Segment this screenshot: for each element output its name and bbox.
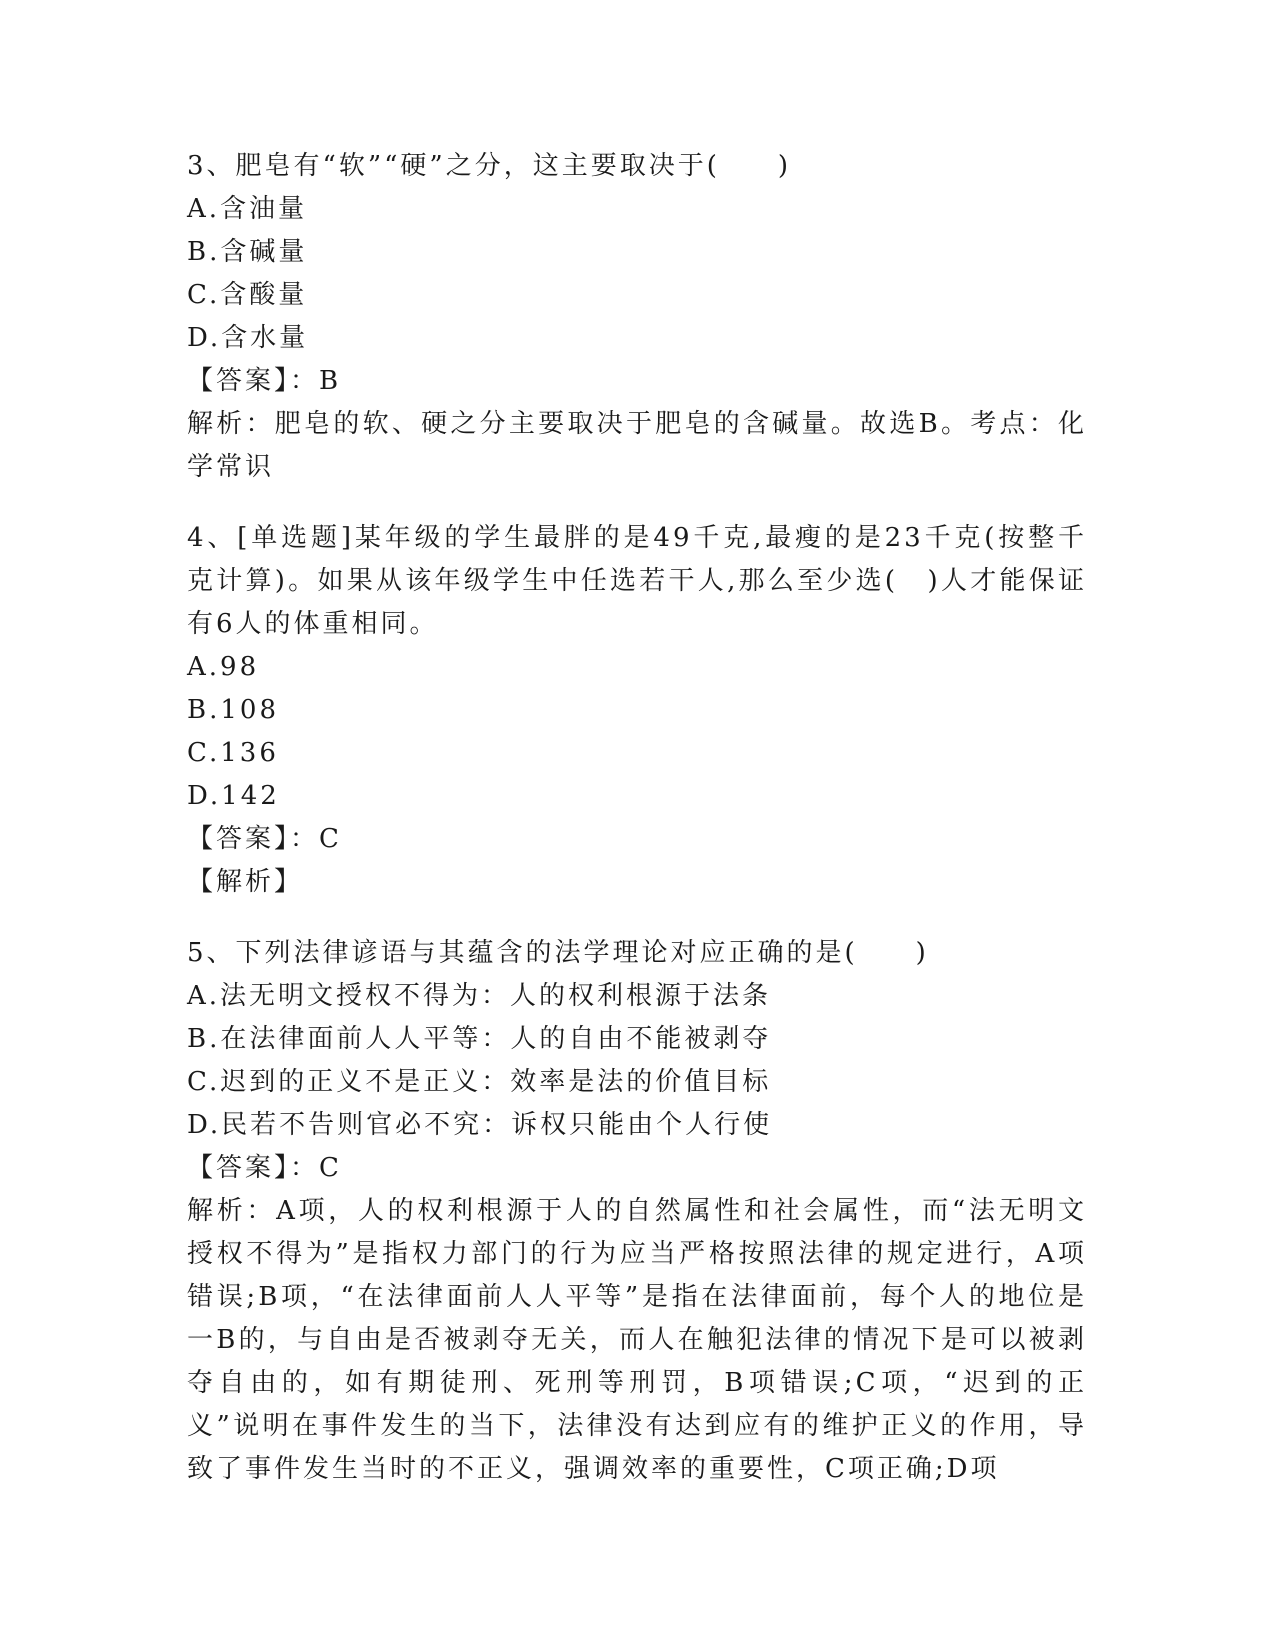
option-b: B.108: [187, 695, 279, 725]
question-stem: 3、肥皂有“软”“硬”之分，这主要取决于( ): [187, 151, 791, 181]
option-d: D.含水量: [187, 323, 309, 353]
analysis: 解析：肥皂的软、硬之分主要取决于肥皂的含碱量。故选B。考点：化学常识: [187, 409, 1087, 482]
option-b: B.在法律面前人人平等：人的自由不能被剥夺: [187, 1024, 772, 1054]
document-page: [187, 145, 1087, 1491]
spacer: [187, 904, 1087, 932]
answer: 【答案】：C: [187, 1153, 342, 1183]
option-a: A.法无明文授权不得为：人的权利根源于法条: [187, 981, 772, 1011]
analysis: 解析：A项，人的权利根源于人的自然属性和社会属性，而“法无明文授权不得为”是指权力部门的行为应当严格按照法律的规定进行，A项错误;B项，“在法律面前人人平等”是指在法律面前，每个人的地位是一B的，与自由是否被剥夺无关，而人在触犯法律的情况下是可以被剥夺自由的，如有期徒刑、死刑等刑罚，B项错误;C项，“迟到的正义”说明在事件发生的当下，法律没有达到应有的维护正义的作用，导致了事件发生当时的不正义，强调效率的重要性，C项正确;D项: [187, 1196, 1087, 1484]
option-a: A.98: [187, 652, 260, 682]
analysis: 【解析】: [187, 867, 304, 897]
option-c: C.含酸量: [187, 280, 308, 310]
question-block: [187, 932, 1087, 1491]
answer: 【答案】：B: [187, 366, 342, 396]
question-block: [187, 517, 1087, 904]
option-a: A.含油量: [187, 194, 308, 224]
answer: 【答案】：C: [187, 824, 342, 854]
option-d: D.142: [187, 781, 280, 811]
question-block: [187, 145, 1087, 489]
option-c: C.136: [187, 738, 279, 768]
question-stem: 5、下列法律谚语与其蕴含的法学理论对应正确的是( ): [187, 938, 929, 968]
option-b: B.含碱量: [187, 237, 308, 267]
question-stem: 4、[单选题]某年级的学生最胖的是49千克,最瘦的是23千克(按整千克计算)。如果从该年级学生中任选若干人,那么至少选( )人才能保证有6人的体重相同。: [187, 523, 1087, 639]
option-d: D.民若不告则官必不究：诉权只能由个人行使: [187, 1110, 773, 1140]
option-c: C.迟到的正义不是正义：效率是法的价值目标: [187, 1067, 772, 1097]
spacer: [187, 489, 1087, 517]
